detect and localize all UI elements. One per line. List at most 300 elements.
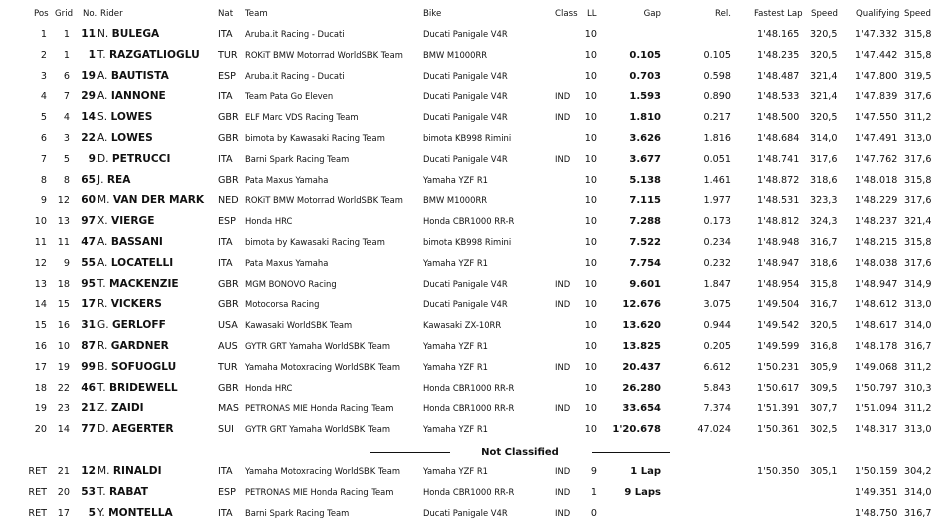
grid-cell: 23 bbox=[57, 403, 70, 415]
rider-number-value: 99 bbox=[81, 360, 96, 373]
laps-cell: 10 bbox=[584, 91, 597, 103]
rider-number bbox=[55, 294, 96, 315]
speed-cell: 318,6 bbox=[810, 174, 838, 186]
table-row bbox=[0, 86, 937, 107]
speed-cell: 320,5 bbox=[810, 112, 838, 124]
rider-last-name: SOFUOGLU bbox=[111, 360, 177, 373]
rider-name bbox=[97, 253, 173, 274]
qualifying-speed-cell: 317,6 bbox=[904, 91, 932, 103]
team-cell: PETRONAS MIE Honda Racing Team bbox=[245, 487, 394, 497]
qualifying-speed-cell: 317,6 bbox=[904, 195, 932, 207]
rider-number bbox=[55, 45, 96, 66]
header-qualifying: Qualifying bbox=[856, 9, 900, 19]
qualifying-speed-cell: 310,3 bbox=[904, 382, 932, 394]
qualifying-cell: 1'48.018 bbox=[855, 174, 898, 186]
grid-cell: 12 bbox=[57, 195, 70, 207]
qualifying-speed-cell: 315,8 bbox=[904, 237, 932, 248]
gap-cell: 7.288 bbox=[629, 216, 661, 228]
pos-cell: 1 bbox=[40, 29, 47, 40]
rel-cell: 0.944 bbox=[703, 320, 731, 332]
gap-cell: 0.105 bbox=[629, 49, 661, 61]
laps-cell: 10 bbox=[584, 299, 597, 311]
rider-number bbox=[55, 232, 96, 253]
bike-cell: Honda CBR1000 RR-R bbox=[423, 382, 515, 393]
fastest-lap-cell: 1'49.504 bbox=[757, 299, 800, 311]
rider-first-initial: T. bbox=[97, 381, 106, 394]
rider-number-value: 29 bbox=[81, 90, 96, 103]
team-cell: Pata Maxus Yamaha bbox=[245, 174, 329, 185]
speed-cell: 321,4 bbox=[810, 70, 838, 82]
rider-number bbox=[55, 503, 96, 524]
rider-number-value: 1 bbox=[88, 48, 96, 61]
class-cell: IND bbox=[555, 299, 571, 310]
header-speed-2: Speed bbox=[904, 9, 931, 19]
team-cell: Yamaha Motoxracing WorldSBK Team bbox=[245, 466, 401, 476]
rider-number bbox=[55, 190, 96, 211]
qualifying-cell: 1'50.159 bbox=[855, 466, 898, 477]
gap-cell: 26.280 bbox=[622, 382, 661, 394]
fastest-lap-cell: 1'49.599 bbox=[757, 341, 800, 352]
qualifying-cell: 1'48.612 bbox=[855, 299, 898, 311]
header-pos: Pos bbox=[34, 9, 49, 19]
rel-cell: 7.374 bbox=[703, 403, 731, 415]
speed-cell: 321,4 bbox=[810, 91, 838, 103]
rider-number bbox=[55, 128, 96, 149]
rel-cell bbox=[680, 503, 731, 524]
rider-name bbox=[97, 149, 170, 170]
rider-number-value: 60 bbox=[81, 194, 96, 207]
table-row bbox=[0, 232, 937, 253]
speed-cell: 320,5 bbox=[810, 49, 838, 61]
team-cell: Aruba.it Racing - Ducati bbox=[245, 70, 345, 81]
rider-name bbox=[97, 357, 176, 378]
pos-cell: 20 bbox=[34, 424, 47, 436]
gap-cell: 3.677 bbox=[629, 153, 661, 165]
team-cell: Aruba.it Racing - Ducati bbox=[245, 29, 345, 39]
gap-cell: 33.654 bbox=[622, 403, 661, 415]
bike-cell: Ducati Panigale V4R bbox=[423, 508, 508, 518]
nat-cell: USA bbox=[218, 320, 238, 332]
class-cell: IND bbox=[555, 403, 571, 414]
header-nat: Nat bbox=[218, 9, 234, 19]
table-header bbox=[0, 5, 937, 26]
laps-cell: 10 bbox=[584, 278, 597, 290]
rider-number-value: 9 bbox=[88, 152, 96, 165]
nat-cell: ITA bbox=[218, 91, 233, 103]
bike-cell: Yamaha YZF R1 bbox=[423, 174, 488, 185]
speed-cell: 324,3 bbox=[810, 216, 838, 228]
pos-cell: 18 bbox=[34, 382, 47, 394]
rider-last-name: BULEGA bbox=[111, 28, 160, 40]
rider-number-value: 21 bbox=[81, 402, 96, 415]
rider-number bbox=[55, 66, 96, 87]
nat-cell: SUI bbox=[218, 424, 234, 436]
rider-last-name: RABAT bbox=[108, 486, 149, 498]
rider-number bbox=[55, 461, 96, 482]
gap-cell: 12.676 bbox=[622, 299, 661, 311]
rel-cell: 0.051 bbox=[703, 153, 731, 165]
rel-cell: 0.205 bbox=[703, 341, 731, 352]
nat-cell: ITA bbox=[218, 257, 233, 269]
speed-cell: 316,7 bbox=[810, 237, 838, 248]
rider-last-name: AEGERTER bbox=[111, 423, 174, 436]
fastest-lap-cell: 1'48.165 bbox=[757, 29, 800, 40]
pos-cell: 15 bbox=[34, 320, 47, 332]
gap-cell: 3.626 bbox=[629, 133, 661, 144]
nat-cell: TUR bbox=[218, 361, 238, 373]
rel-cell: 47.024 bbox=[697, 424, 731, 436]
laps-cell: 10 bbox=[584, 341, 597, 352]
speed-cell: 318,6 bbox=[810, 257, 838, 269]
gap-cell: 0.703 bbox=[629, 70, 661, 82]
rider-number-value: 47 bbox=[81, 236, 96, 248]
qualifying-cell: 1'47.442 bbox=[855, 49, 898, 61]
rider-last-name: LOWES bbox=[110, 132, 153, 144]
table-row bbox=[0, 190, 937, 211]
fastest-lap-cell: 1'48.947 bbox=[757, 257, 800, 269]
rider-number bbox=[55, 274, 96, 295]
fastest-lap-cell: 1'50.617 bbox=[757, 382, 800, 394]
bike-cell: Ducati Panigale V4R bbox=[423, 153, 508, 164]
rel-cell: 0.598 bbox=[703, 70, 731, 82]
rider-first-initial: N. bbox=[97, 28, 109, 40]
rider-number bbox=[55, 253, 96, 274]
qualifying-cell: 1'48.178 bbox=[855, 341, 898, 352]
separator-line-right bbox=[592, 452, 670, 453]
table-row bbox=[0, 211, 937, 232]
nat-cell: GBR bbox=[218, 174, 239, 186]
grid-cell: 19 bbox=[57, 361, 70, 373]
qualifying-cell: 1'47.491 bbox=[855, 133, 898, 144]
rider-first-initial: A. bbox=[97, 90, 108, 103]
class-cell: IND bbox=[555, 112, 571, 123]
rel-cell: 1.977 bbox=[703, 195, 731, 207]
rel-cell: 0.232 bbox=[703, 257, 731, 269]
table-row bbox=[0, 482, 937, 503]
rider-name bbox=[97, 274, 179, 295]
laps-cell: 10 bbox=[584, 320, 597, 332]
pos-cell: RET bbox=[28, 466, 47, 477]
rider-name bbox=[97, 24, 159, 45]
rider-first-initial: B. bbox=[97, 360, 108, 373]
qualifying-cell: 1'51.094 bbox=[855, 403, 898, 415]
table-row bbox=[0, 357, 937, 378]
nat-cell: GBR bbox=[218, 382, 239, 394]
table-row bbox=[0, 66, 937, 87]
rider-name bbox=[97, 128, 153, 149]
pos-cell: 13 bbox=[34, 278, 47, 290]
grid-cell: 18 bbox=[57, 278, 70, 290]
qualifying-speed-cell: 316,7 bbox=[904, 341, 932, 352]
rider-last-name: MACKENZIE bbox=[108, 277, 179, 290]
gap-cell bbox=[600, 503, 661, 524]
pos-cell: RET bbox=[28, 487, 47, 498]
gap-cell: 20.437 bbox=[622, 361, 661, 373]
qualifying-cell: 1'48.617 bbox=[855, 320, 898, 332]
header-class: Class bbox=[555, 9, 578, 19]
table-row bbox=[0, 128, 937, 149]
grid-cell: 16 bbox=[57, 320, 70, 332]
qualifying-speed-cell: 311,2 bbox=[904, 112, 932, 124]
header-no-rider: No. Rider bbox=[83, 9, 123, 19]
separator-label: Not Classified bbox=[481, 447, 559, 458]
rider-number bbox=[55, 398, 96, 419]
rider-last-name: VICKERS bbox=[110, 298, 162, 311]
gap-cell: 5.138 bbox=[629, 174, 661, 186]
qualifying-cell: 1'49.351 bbox=[855, 487, 898, 498]
rider-first-initial: A. bbox=[97, 236, 108, 248]
team-cell: Yamaha Motoxracing WorldSBK Team bbox=[245, 361, 401, 372]
bike-cell: Kawasaki ZX-10RR bbox=[423, 320, 502, 331]
qualifying-speed-cell: 315,8 bbox=[904, 49, 932, 61]
grid-cell: 15 bbox=[57, 299, 70, 311]
rider-number-value: 97 bbox=[81, 215, 96, 228]
rider-number-value: 31 bbox=[81, 319, 96, 332]
speed-cell: 317,6 bbox=[810, 153, 838, 165]
bike-cell: Honda CBR1000 RR-R bbox=[423, 216, 515, 227]
grid-cell: 7 bbox=[63, 91, 70, 103]
rider-first-initial: S. bbox=[97, 111, 108, 124]
fastest-lap-cell: 1'48.954 bbox=[757, 278, 800, 290]
team-cell: ROKiT BMW Motorrad WorldSBK Team bbox=[245, 195, 403, 206]
nat-cell: GBR bbox=[218, 133, 239, 144]
team-cell: Honda HRC bbox=[245, 216, 293, 227]
rider-last-name: GARDNER bbox=[110, 340, 169, 352]
rider-number bbox=[55, 24, 96, 45]
speed-cell: 305,1 bbox=[810, 466, 838, 477]
qualifying-speed-cell: 304,2 bbox=[904, 466, 932, 477]
team-cell: GYTR GRT Yamaha WorldSBK Team bbox=[245, 341, 391, 351]
grid-cell: 1 bbox=[63, 29, 70, 40]
rider-first-initial: A. bbox=[97, 256, 108, 269]
rider-number bbox=[55, 378, 96, 399]
rel-cell: 0.105 bbox=[703, 49, 731, 61]
fastest-lap-cell: 1'48.872 bbox=[757, 174, 800, 186]
rider-first-initial: J. bbox=[97, 173, 104, 186]
rider-number-value: 14 bbox=[81, 111, 96, 124]
qualifying-speed-cell: 321,4 bbox=[904, 216, 932, 228]
pos-cell: 10 bbox=[34, 216, 47, 228]
team-cell: MGM BONOVO Racing bbox=[245, 278, 337, 289]
fastest-lap-cell: 1'48.235 bbox=[757, 49, 800, 61]
class-cell: IND bbox=[555, 487, 571, 497]
pos-cell: 14 bbox=[34, 299, 47, 311]
grid-cell: 11 bbox=[57, 237, 70, 248]
rel-cell bbox=[680, 461, 731, 482]
nat-cell: GBR bbox=[218, 278, 239, 290]
header-rel: Rel. bbox=[715, 9, 731, 19]
rider-first-initial: A. bbox=[97, 132, 108, 144]
rider-number bbox=[55, 149, 96, 170]
header-bike: Bike bbox=[423, 9, 442, 19]
laps-cell: 10 bbox=[584, 257, 597, 269]
speed-cell: 316,8 bbox=[810, 341, 838, 352]
qualifying-speed-cell: 313,0 bbox=[904, 133, 932, 144]
gap-cell: 7.115 bbox=[629, 195, 661, 207]
grid-cell: 9 bbox=[63, 257, 70, 269]
speed-cell: 302,5 bbox=[810, 424, 838, 436]
team-cell: bimota by Kawasaki Racing Team bbox=[245, 133, 385, 143]
speed-cell: 323,3 bbox=[810, 195, 838, 207]
rider-number bbox=[55, 107, 96, 128]
pos-cell: 19 bbox=[34, 403, 47, 415]
rel-cell: 3.075 bbox=[703, 299, 731, 311]
header-team: Team bbox=[245, 9, 268, 19]
class-cell: IND bbox=[555, 91, 571, 102]
rider-name bbox=[97, 503, 173, 524]
table-row bbox=[0, 378, 937, 399]
rider-name bbox=[97, 45, 200, 66]
qualifying-cell: 1'48.317 bbox=[855, 424, 898, 436]
rider-number bbox=[55, 86, 96, 107]
grid-cell: 21 bbox=[57, 466, 70, 477]
rider-first-initial: R. bbox=[97, 298, 108, 311]
fastest-lap-cell: 1'48.531 bbox=[757, 195, 800, 207]
header-speed: Speed bbox=[811, 9, 838, 19]
team-cell: ROKiT BMW Motorrad WorldSBK Team bbox=[245, 49, 403, 60]
rel-cell: 0.217 bbox=[703, 112, 731, 124]
rider-name bbox=[97, 398, 144, 419]
team-cell: Pata Maxus Yamaha bbox=[245, 257, 329, 268]
header-gap: Gap bbox=[643, 9, 661, 19]
speed-cell: 314,0 bbox=[810, 133, 838, 144]
gap-cell: 1'20.678 bbox=[612, 424, 661, 436]
rider-number-value: 55 bbox=[81, 256, 96, 269]
rel-cell: 0.173 bbox=[703, 216, 731, 228]
rider-number-value: 77 bbox=[81, 423, 96, 436]
table-row bbox=[0, 107, 937, 128]
rider-last-name: LOWES bbox=[110, 111, 153, 124]
laps-cell: 0 bbox=[590, 508, 597, 519]
grid-cell: 14 bbox=[57, 424, 70, 436]
speed-cell: 320,5 bbox=[810, 320, 838, 332]
qualifying-cell: 1'47.332 bbox=[855, 29, 898, 40]
nat-cell: TUR bbox=[218, 49, 238, 61]
class-cell: IND bbox=[555, 466, 571, 476]
rider-name bbox=[97, 336, 169, 357]
rider-first-initial: Y. bbox=[97, 507, 105, 519]
team-cell: Barni Spark Racing Team bbox=[245, 508, 350, 518]
grid-cell: 8 bbox=[63, 174, 70, 186]
rider-name bbox=[97, 232, 163, 253]
rider-last-name: BRIDEWELL bbox=[108, 381, 178, 394]
laps-cell: 9 bbox=[590, 466, 597, 477]
table-row bbox=[0, 24, 937, 45]
laps-cell: 10 bbox=[584, 174, 597, 186]
rider-number bbox=[55, 336, 96, 357]
nat-cell: GBR bbox=[218, 112, 239, 124]
rider-name bbox=[97, 211, 154, 232]
bike-cell: Ducati Panigale V4R bbox=[423, 29, 508, 39]
qualifying-speed-cell: 314,0 bbox=[904, 487, 932, 498]
table-row bbox=[0, 315, 937, 336]
nat-cell: ITA bbox=[218, 153, 233, 165]
qualifying-cell: 1'47.762 bbox=[855, 153, 898, 165]
qualifying-cell: 1'47.800 bbox=[855, 70, 898, 82]
speed-cell: 315,8 bbox=[810, 278, 838, 290]
rider-first-initial: X. bbox=[97, 215, 108, 228]
rel-cell: 5.843 bbox=[703, 382, 731, 394]
bike-cell: Ducati Panigale V4R bbox=[423, 299, 508, 310]
gap-cell: 7.522 bbox=[629, 237, 661, 248]
rider-last-name: LOCATELLI bbox=[110, 256, 174, 269]
rider-last-name: BASSANI bbox=[110, 236, 163, 248]
pos-cell: 17 bbox=[34, 361, 47, 373]
pos-cell: 7 bbox=[40, 153, 47, 165]
rider-last-name: GERLOFF bbox=[111, 319, 166, 332]
pos-cell: 12 bbox=[34, 257, 47, 269]
team-cell: Honda HRC bbox=[245, 382, 293, 393]
gap-cell: 1.810 bbox=[629, 112, 661, 124]
laps-cell: 10 bbox=[584, 403, 597, 415]
pos-cell: 6 bbox=[40, 133, 47, 144]
rel-cell: 1.847 bbox=[703, 278, 731, 290]
rel-cell bbox=[680, 482, 731, 503]
bike-cell: bimota KB998 Rimini bbox=[423, 237, 512, 247]
gap-cell: 13.620 bbox=[622, 320, 661, 332]
fastest-lap-cell: 1'50.361 bbox=[757, 424, 800, 436]
rider-number-value: 12 bbox=[81, 465, 96, 477]
team-cell: bimota by Kawasaki Racing Team bbox=[245, 237, 385, 247]
rider-last-name: REA bbox=[106, 173, 131, 186]
qualifying-speed-cell: 311,2 bbox=[904, 361, 932, 373]
qualifying-cell: 1'48.947 bbox=[855, 278, 898, 290]
fastest-lap-cell: 1'50.350 bbox=[757, 466, 800, 477]
laps-cell: 10 bbox=[584, 195, 597, 207]
team-cell: Motocorsa Racing bbox=[245, 299, 320, 310]
gap-cell: 1.593 bbox=[629, 91, 661, 103]
rider-number-value: 11 bbox=[81, 28, 96, 40]
grid-cell: 17 bbox=[57, 508, 70, 519]
speed-cell: 320,5 bbox=[810, 29, 838, 40]
rider-first-initial: D. bbox=[97, 152, 109, 165]
laps-cell: 10 bbox=[584, 70, 597, 82]
rider-number-value: 65 bbox=[81, 173, 96, 186]
laps-cell: 10 bbox=[584, 133, 597, 144]
rider-name bbox=[97, 461, 162, 482]
qualifying-speed-cell: 317,6 bbox=[904, 153, 932, 165]
rider-number-value: 5 bbox=[88, 507, 96, 519]
rider-number-value: 46 bbox=[81, 381, 96, 394]
bike-cell: Yamaha YZF R1 bbox=[423, 257, 488, 268]
fastest-lap-cell: 1'50.231 bbox=[757, 361, 800, 373]
qualifying-cell: 1'48.750 bbox=[855, 508, 898, 519]
grid-cell: 5 bbox=[63, 153, 70, 165]
qualifying-speed-cell: 314,0 bbox=[904, 320, 932, 332]
fastest-lap-cell: 1'48.684 bbox=[757, 133, 800, 144]
gap-cell: 1 Lap bbox=[630, 466, 661, 477]
speed-cell: 307,7 bbox=[810, 403, 838, 415]
gap-cell: 9 Laps bbox=[624, 487, 661, 498]
nat-cell: NED bbox=[218, 195, 239, 207]
grid-cell: 22 bbox=[57, 382, 70, 394]
table-row bbox=[0, 170, 937, 191]
gap-cell bbox=[600, 24, 661, 45]
rider-name bbox=[97, 482, 148, 503]
team-cell: Team Pata Go Eleven bbox=[245, 91, 334, 102]
grid-cell: 4 bbox=[63, 112, 70, 124]
rider-number bbox=[55, 170, 96, 191]
nat-cell: ESP bbox=[218, 487, 236, 498]
rider-number bbox=[55, 419, 96, 440]
table-row bbox=[0, 294, 937, 315]
qualifying-cell: 1'48.237 bbox=[855, 216, 898, 228]
table-row bbox=[0, 149, 937, 170]
rider-first-initial: Z. bbox=[97, 402, 108, 415]
bike-cell: BMW M1000RR bbox=[423, 195, 488, 206]
qualifying-speed-cell: 313,0 bbox=[904, 299, 932, 311]
table-row bbox=[0, 336, 937, 357]
